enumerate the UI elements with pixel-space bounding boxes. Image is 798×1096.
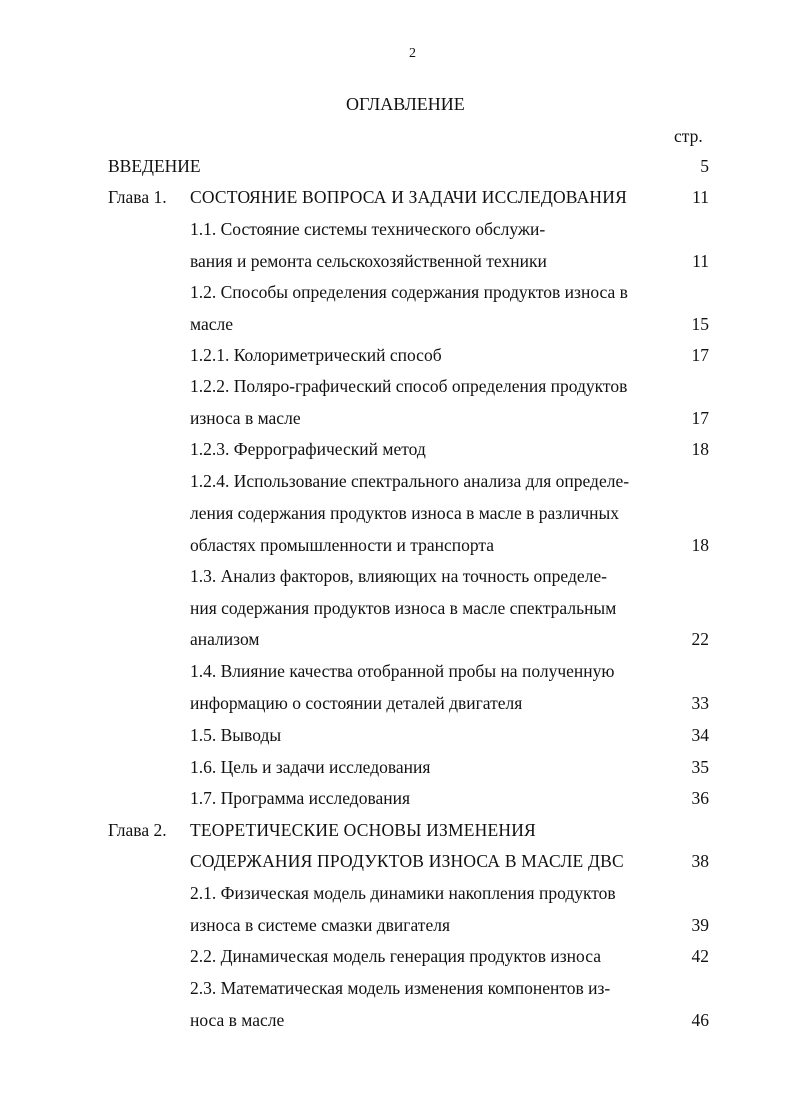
page-column-header: стр. xyxy=(674,126,703,146)
toc-entry-page: 18 xyxy=(691,535,709,555)
toc-entry-line: 1.3. Анализ факторов, влияющих на точность определе- xyxy=(190,566,607,586)
toc-entry-line: 1.2.2. Поляро-графический способ определения продуктов xyxy=(190,376,628,396)
toc-entry-page: 46 xyxy=(691,1010,709,1030)
toc-entry-page: 39 xyxy=(691,915,709,935)
toc-entry-line: 2.1. Физическая модель динамики накопления продуктов xyxy=(190,883,616,903)
toc-entry-line: носа в масле xyxy=(190,1010,285,1030)
toc-entry-line: масле xyxy=(190,314,233,334)
page-number: 2 xyxy=(409,46,416,61)
toc-entry-page: 11 xyxy=(692,251,709,271)
chapter2-title-line: СОДЕРЖАНИЯ ПРОДУКТОВ ИЗНОСА В МАСЛЕ ДВС xyxy=(190,851,624,871)
toc-entry-line: вания и ремонта сельскохозяйственной техники xyxy=(190,251,547,271)
toc-entry-page: 42 xyxy=(691,946,709,966)
toc-entry-line: информацию о состоянии деталей двигателя xyxy=(190,693,523,713)
toc-entry-page: 22 xyxy=(691,629,709,649)
toc-entry-page: 18 xyxy=(691,439,709,459)
toc-entry-line: износа в масле xyxy=(190,408,301,428)
toc-entry-line: областях промышленности и транспорта xyxy=(190,535,495,555)
chapter1-label: Глава 1. xyxy=(108,187,167,207)
toc-entry-page: 36 xyxy=(691,788,709,808)
toc-intro-label: ВВЕДЕНИЕ xyxy=(108,156,201,176)
toc-entry-line: 1.2.1. Колориметрический способ xyxy=(190,345,442,365)
toc-entry-line: 1.2.4. Использование спектрального анализа для определе- xyxy=(190,471,630,491)
toc-entry-page: 15 xyxy=(691,314,709,334)
chapter1-title: СОСТОЯНИЕ ВОПРОСА И ЗАДАЧИ ИССЛЕДОВАНИЯ xyxy=(190,187,627,207)
chapter2-page: 38 xyxy=(691,851,709,871)
toc-entry-line: ния содержания продуктов износа в масле спектральным xyxy=(190,598,617,618)
toc-entry-page: 17 xyxy=(691,408,709,428)
chapter2-label: Глава 2. xyxy=(108,820,167,840)
toc-entry-line: 1.6. Цель и задачи исследования xyxy=(190,757,431,777)
toc-entry-page: 35 xyxy=(691,757,709,777)
toc-entry-page: 17 xyxy=(691,345,709,365)
toc-entry-line: ления содержания продуктов износа в масле в различных xyxy=(190,503,619,523)
toc-entry-line: 1.2.3. Феррографический метод xyxy=(190,439,426,459)
toc-entry-line: 1.2. Способы определения содержания продуктов износа в xyxy=(190,282,628,302)
toc-intro-page: 5 xyxy=(700,156,709,176)
toc-entry-line: 1.7. Программа исследования xyxy=(190,788,411,808)
toc-entry-line: 1.5. Выводы xyxy=(190,725,282,745)
page-title: ОГЛАВЛЕНИЕ xyxy=(346,94,465,114)
toc-entry-line: 2.2. Динамическая модель генерация продуктов износа xyxy=(190,946,601,966)
chapter2-title-line: ТЕОРЕТИЧЕСКИЕ ОСНОВЫ ИЗМЕНЕНИЯ xyxy=(190,820,536,840)
toc-entry-line: анализом xyxy=(190,629,260,649)
toc-entry-line: 1.1. Состояние системы технического обслужи- xyxy=(190,219,546,239)
chapter1-page: 11 xyxy=(692,187,709,207)
toc-entry-line: 2.3. Математическая модель изменения компонентов из- xyxy=(190,978,611,998)
toc-entry-line: износа в системе смазки двигателя xyxy=(190,915,450,935)
toc-entry-line: 1.4. Влияние качества отобранной пробы на полученную xyxy=(190,661,615,681)
toc-entry-page: 34 xyxy=(691,725,709,745)
toc-entry-page: 33 xyxy=(691,693,709,713)
